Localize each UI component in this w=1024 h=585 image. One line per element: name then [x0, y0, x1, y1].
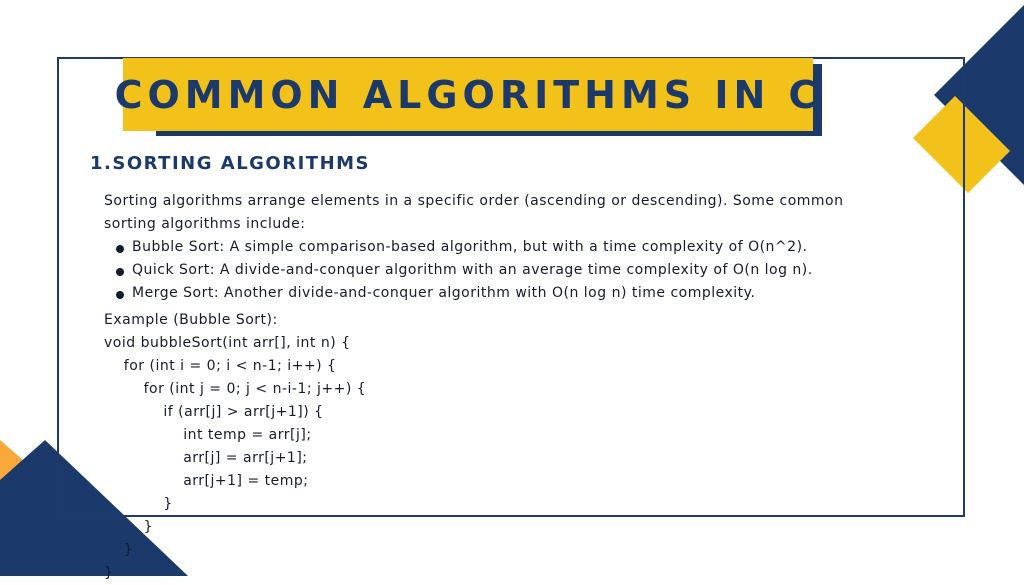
code-line: void bubbleSort(int arr[], int n) { [104, 335, 351, 351]
intro-paragraph [104, 190, 954, 236]
bullet-icon [116, 291, 124, 299]
code-line: if (arr[j] > arr[j+1]) { [104, 404, 324, 420]
code-line: for (int j = 0; j < n-i-1; j++) { [104, 381, 367, 397]
bullet-icon [116, 268, 124, 276]
slide-title: COMMON ALGORITHMS IN C [114, 72, 822, 117]
slide-body [104, 190, 954, 585]
code-line: } [104, 496, 173, 512]
list-item: Bubble Sort: A simple comparison-based algorithm, but with a time complexity of O(n^2). [104, 236, 954, 259]
section-heading: 1.SORTING ALGORITHMS [90, 153, 371, 174]
title-banner [114, 58, 822, 131]
code-line: } [104, 519, 154, 535]
intro-line: sorting algorithms include: [104, 216, 306, 232]
list-item: Quick Sort: A divide-and-conquer algorithm with an average time complexity of O(n log n). [104, 259, 954, 282]
intro-line: Sorting algorithms arrange elements in a specific order (ascending or descending). Some common [104, 193, 844, 209]
bullet-icon [116, 245, 124, 253]
list-item: Merge Sort: Another divide-and-conquer algorithm with O(n log n) time complexity. [104, 282, 954, 305]
code-line: arr[j+1] = temp; [104, 473, 309, 489]
algorithm-list [104, 236, 954, 305]
example-label: Example (Bubble Sort): [104, 312, 278, 328]
code-line: arr[j] = arr[j+1]; [104, 450, 308, 466]
code-block [104, 332, 954, 585]
code-line: } [104, 565, 114, 581]
code-line: } [104, 542, 134, 558]
code-line: int temp = arr[j]; [104, 427, 312, 443]
code-line: for (int i = 0; i < n-1; i++) { [104, 358, 337, 374]
